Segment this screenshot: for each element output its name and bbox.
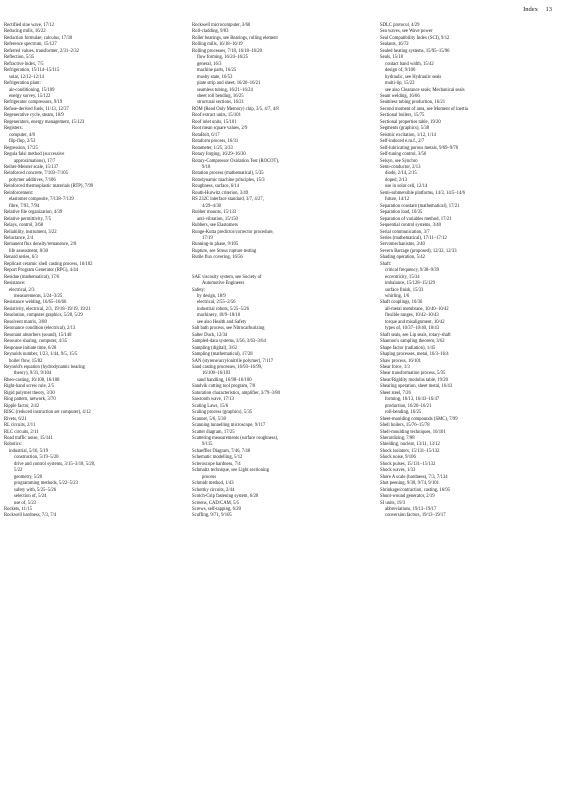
index-subentry: energy survey, 15/122 <box>9 93 51 99</box>
index-entry: Ring pattern, network, 3/70 <box>4 397 56 403</box>
index-entry: Schmaltz technique, see Light sectioning <box>192 468 269 474</box>
index-entry: RotaBolt, 6/17 <box>192 132 220 138</box>
index-entry: Relative file organization, 4/39 <box>4 210 63 216</box>
index-entry: Rotary-Compressor Oxidation Test (ROCOT), <box>192 158 280 164</box>
index-entry: Shock isolators, 15/131–15/132 <box>380 448 440 454</box>
index-entry: Regenerative cycle, steam, 10/9 <box>4 113 64 119</box>
index-subentry: forming, 16/13, 16/43–16/47 <box>385 397 440 403</box>
index-entry: Separation load, 10/35 <box>380 210 423 216</box>
index-entry: Self-induced e.m.f., 2/7 <box>380 139 425 145</box>
index-entry: Sawtooth wave, 17/13 <box>192 397 234 403</box>
index-subentry: polymer additives, 7/106 <box>9 177 56 183</box>
index-entry: Refrigeration plant: <box>4 81 41 87</box>
index-entry: Shielding, nuclear, 13/11, 13/12 <box>380 442 440 448</box>
index-subentry: surface finish, 15/33 <box>385 287 424 293</box>
index-entry: Reynolds number, 1/23, 1/44, 9/5, 15/5 <box>4 352 78 358</box>
index-entry: Resolution, computer graphics, 5/28, 5/29 <box>4 313 83 319</box>
index-entry: Reluctance, 2/4 <box>4 235 34 241</box>
index-entry: Series (mathematical), 17/11–17/12 <box>380 235 447 241</box>
index-subentry: selection of, 5/24 <box>14 494 47 500</box>
header-section: Index <box>523 6 538 13</box>
index-entry: Sampling (digital), 3/62 <box>192 345 237 351</box>
index-entry: Referred values, transformer, 2/31–2/32 <box>4 48 79 54</box>
index-entry: Schottky circuits, 2/44 <box>192 487 235 493</box>
index-entry: Rivets, 6/21 <box>4 416 27 422</box>
index-entry: Reducing mills, 16/22 <box>4 29 46 35</box>
index-entry: Seamless tubing production, 16/21 <box>380 100 446 106</box>
index-entry: Replicast ceramic shell casting process, 16/102 <box>4 261 93 267</box>
index-entry: Reflection, 5/35 <box>4 55 35 61</box>
index-entry: Sequential control systems, 3/40 <box>380 223 441 229</box>
index-subentry: air-conditioning, 15/109 <box>9 87 55 93</box>
index-entry: Shock noise, 9/106 <box>380 455 416 461</box>
index-entry: Second moment of area, see Moment of inertia <box>380 106 468 112</box>
index-subentry: industrial, 5/16, 5/19 <box>9 448 49 454</box>
index-entry: Saturation characteristics, amplifier, 3/79–3/80 <box>192 390 280 396</box>
index-subentry: design of, 9/106 <box>385 68 416 74</box>
index-subentry: use of, 5/23 <box>14 500 37 506</box>
index-subentry: measurements, 3/24–3/25 <box>14 294 63 300</box>
index-entry: Shunt-wound generator, 2/19 <box>380 494 435 500</box>
index-entry: Shaping processes, metal, 16/3–16/4 <box>380 352 449 358</box>
index-entry: Resistance welding, 16/65–16/66 <box>4 300 67 306</box>
index-entry: Sealed heating systems, 15/95–15/96 <box>380 48 450 54</box>
index-entry: SAN (styrene/acrylonitrile polymer), 7/117 <box>192 358 274 364</box>
index-subentry: critical frequency, 9/38–9/39 <box>385 268 439 274</box>
index-entry: Sea waves, see Wave power <box>380 29 433 35</box>
index-entry: Seam welding, 16/66 <box>380 93 420 99</box>
index-entry: Shore A scale (hardness), 7/3, 7/134 <box>380 474 448 480</box>
index-subentry: eccentricity, 15/34 <box>385 274 420 280</box>
index-subentry: anti-vibration, 15/150 <box>197 216 238 222</box>
index-subentry: see also Health and Safety <box>197 319 247 325</box>
index-entry: Sectional boilers, 15/75 <box>380 113 425 119</box>
index-entry: Refractive index, 7/5 <box>4 61 44 67</box>
index-entry: Shock pulses, 15/131–15/132 <box>380 461 436 467</box>
index-entry: Road traffic noise, 15/141 <box>4 436 53 441</box>
index-entry: Rotameter, 1/25, 3/33 <box>192 145 233 151</box>
index-entry: Resonant absorbers (sound), 15/148 <box>4 332 72 338</box>
index-subentry: 5/22 <box>14 468 23 474</box>
index-entry: Seal Compatibility Index (SCI), 9/12 <box>380 35 450 41</box>
index-entry: Shaw process, 16/101 <box>380 358 422 364</box>
index-subentry: machinery, 18/9–18/10 <box>197 313 241 319</box>
index-column-3 <box>380 23 555 520</box>
index-entry: Registers: <box>4 126 23 132</box>
index-entry: Shannon's sampling theorem, 3/62 <box>380 339 445 345</box>
index-subentry: safety with, 5/25–5/26 <box>14 487 57 493</box>
index-entry: Scatter diagram, 17/25 <box>192 429 235 435</box>
index-entry: Rotaform process, 16/31 <box>192 139 239 145</box>
index-entry: Rectified sine wave, 17/12 <box>4 23 54 28</box>
index-entry: Reference spectrum, 15/127 <box>4 42 57 48</box>
index-subentry: geometry, 5/20 <box>14 474 43 480</box>
page-number: 13 <box>545 6 552 13</box>
index-column-1 <box>4 23 179 520</box>
index-entry: Shaft couplings, 10/36 <box>380 300 423 306</box>
index-subentry: plate strip and sheet, 16/20–16/21 <box>197 81 261 87</box>
index-entry: Selsyn, see Synchro <box>380 158 418 164</box>
index-entry: Regula falsi method (successive <box>4 152 65 158</box>
index-column-2 <box>192 23 367 520</box>
index-entry: Renard series, 6/3 <box>4 255 38 261</box>
index-entry: Roof inlet units, 15/101 <box>192 119 237 125</box>
index-subentry: elastomer composite, 7/138–7/139 <box>9 197 74 203</box>
index-entry: Sherardizing, 7/88 <box>380 436 415 441</box>
index-entry: Sheet steel, 7/26 <box>380 390 411 396</box>
index-entry: Reiher-Meister scale, 15/137 <box>4 164 59 170</box>
index-subentry: use in solar cell, 12/14 <box>385 184 428 190</box>
index-entry: Reduction formulae, calculus, 17/30 <box>4 35 73 41</box>
index-subentry: machine parts, 16/25 <box>197 68 237 74</box>
index-subentry: sheet roll bending, 16/25 <box>197 93 244 99</box>
index-entry: Rubbers, see Elastomers <box>192 223 238 229</box>
index-entry: Sectional properties table, 19/20 <box>380 119 441 125</box>
index-entry: Shear transformation process, 5/35 <box>380 371 446 377</box>
index-entry: Shrinkage/contraction, casting, 16/95 <box>380 487 451 493</box>
index-subentry: flow forming, 16/24–16/25 <box>197 55 248 61</box>
index-entry: Severn Barrage (proposed), 12/32, 12/33 <box>380 248 457 254</box>
index-entry: Roller bearings, see Bearings, rolling element <box>192 35 278 41</box>
index-entry: Schmidt method, 1/43 <box>192 481 234 487</box>
index-entry: Sampled-data systems, 3/56, 3/63–3/64 <box>192 339 266 345</box>
index-entry: Shaft seals, see Lip seals, rotary-shaft <box>380 332 451 338</box>
index-entry: Runge-Kutta predictor/corrector procedure, <box>192 229 274 235</box>
index-entry: Roughness, surface, 6/14 <box>192 184 240 190</box>
index-entry: Shaft: <box>380 261 392 267</box>
index-entry: Shearing operation, sheet metal, 16/43 <box>380 384 453 390</box>
index-subentry: 16/100–16/103 <box>202 371 231 377</box>
index-subentry: programming methods, 5/22–5/23 <box>14 481 78 487</box>
index-subentry: seamless tubing, 16/21–16/24 <box>197 87 253 93</box>
index-entry: SI units, 19/3 <box>380 500 406 506</box>
index-entry: RS 232C interface standard, 3/7, 4/27, <box>192 197 264 203</box>
index-entry: Routh-Hurwitz criterion, 3/49 <box>192 190 249 196</box>
index-entry: Ripple factor, 2/42 <box>4 403 40 409</box>
index-entry: Reinforced concrete, 7/103–7/105 <box>4 171 68 177</box>
index-entry: Salter Duck, 12/34 <box>192 332 228 338</box>
index-subentry: computer, 4/8 <box>9 132 35 138</box>
index-entry: Sand casting processes, 16/93–16/99, <box>192 364 263 370</box>
index-subentry: 9/18 <box>202 164 211 170</box>
index-entry: Residue (mathematical), 17/6 <box>4 274 60 280</box>
index-entry: Scaling process (graphics), 5/35 <box>192 410 253 416</box>
index-entry: Regression, 17/25 <box>4 145 38 151</box>
index-subentry: multi-lip, 15/23 <box>385 81 415 87</box>
index-entry: Rigid polymer theory, 3/30 <box>4 390 55 396</box>
index-entry: Shear force, 1/3 <box>380 365 410 371</box>
index-subentry: conversion factors, 19/13–19/17 <box>385 513 446 519</box>
index-subentry: imbalance, 15/128–15/129 <box>385 281 435 287</box>
running-header <box>517 6 552 13</box>
index-entry: Report Program Generator (RPG), 4/44 <box>4 268 79 274</box>
index-entry: Shell-moulding techniques, 16/101 <box>380 429 446 435</box>
index-entry: Relays, control, 3/68 <box>4 223 44 229</box>
index-entry: Semi-conductor, 2/13 <box>380 164 421 170</box>
index-entry: Resistance: <box>4 281 26 287</box>
index-entry: Rolling mills, 16/18–16/19 <box>192 42 243 48</box>
index-entry: Separation of variables method, 17/21 <box>380 216 452 222</box>
index-entry: Reinforced thermoplastic materials (RTP), 7/99 <box>4 184 94 190</box>
index-subentry: industrial robots, 5/25–5/26 <box>197 306 249 312</box>
index-entry: Sealants, 16/72 <box>380 42 409 48</box>
index-entry: Sheet-moulding compounds (SMC), 7/99 <box>380 416 458 422</box>
index-subentry: torque and misalignment, 10/42 <box>385 319 445 325</box>
index-entry: Rockwell microcomputer, 3/60 <box>192 23 251 28</box>
index-entry: Sandvik cutting tool program, 7/8 <box>192 384 256 390</box>
index-entry: Scanner, 5/6, 5/30 <box>192 416 226 422</box>
index-entry: Remanent flux density/remanence, 2/8 <box>4 242 77 248</box>
index-subentry: electrical, 2/55–2/56 <box>197 300 236 306</box>
index-entry: Scattering measurements (surface roughness), <box>192 435 279 441</box>
index-entry: Reliability, instrument, 3/22 <box>4 229 57 235</box>
index-entry: Serial communication, 3/7 <box>380 229 430 235</box>
index-subentry: contact band width, 15/42 <box>385 61 434 67</box>
index-subentry: roll-bending, 16/25 <box>385 410 422 416</box>
index-entry: Refuse-derived fuels, 11/13, 12/37 <box>4 106 69 112</box>
index-subentry: future, 14/12 <box>385 197 410 203</box>
index-entry: Reinforcement: <box>4 190 34 196</box>
index-entry: Seismic excitation, 1/12, 1/14 <box>380 132 436 138</box>
index-entry: Rupture, see Stress rupture testing <box>192 248 257 254</box>
index-subentry: 4/29–4/30 <box>202 203 222 209</box>
index-entry: Rubber mounts, 15/133 <box>192 210 237 216</box>
index-entry: Roof extract units, 15/101 <box>192 113 241 119</box>
index-subentry: 17/19 <box>202 235 213 241</box>
index-entry: Roll-cladding, 9/83 <box>192 29 229 35</box>
index-entry: Resistivity, electrical, 2/3, 19/18–19/19, 19/21 <box>4 306 91 312</box>
index-subentry: flip-flop, 2/53 <box>9 139 36 145</box>
index-entry: Right-hand screw rule, 2/5 <box>4 384 54 390</box>
index-entry: Shape factor (radiation), 1/45 <box>380 345 436 351</box>
index-entry: Scleroscope hardness, 7/4 <box>192 461 241 467</box>
index-entry: Rockwell hardness, 7/3, 7/4 <box>4 513 57 519</box>
index-entry: Rutile flux covering, 16/56 <box>192 255 243 261</box>
index-entry: Rheo-casting, 16/108, 16/108 <box>4 377 60 383</box>
index-entry: Robotics: <box>4 442 22 448</box>
index-entry: Reynold's equation (hydrodynamic bearing <box>4 365 85 371</box>
index-entry: Relative permittivity, 7/5 <box>4 216 51 222</box>
index-subentry: diode, 2/14, 2/15 <box>385 171 417 177</box>
index-entry: RL circuits, 2/11 <box>4 423 36 429</box>
index-subentry: general, 16/3 <box>197 61 222 67</box>
index-entry: SDLC protocol, 4/29 <box>380 23 420 28</box>
index-entry: Shear/Rigidity modulus table, 19/20 <box>380 377 448 383</box>
index-subentry: drive and control systems, 3/15–3/18, 5/20, <box>14 461 96 467</box>
index-entry: Scaling Laws, 15/6 <box>192 403 229 409</box>
index-entry: Semi-submersible platforms, 14/3, 14/5–14/6 <box>380 190 466 196</box>
index-entry: Shading operation, 5/42 <box>380 255 425 261</box>
index-entry: Shell boilers, 15/76–15/78 <box>380 423 430 429</box>
index-subentry: solar, 12/12–12/14 <box>9 74 44 80</box>
index-subentry: flexible ranges, 10/42–10/43 <box>385 313 439 319</box>
index-subentry: boiler flow, 15/82 <box>9 358 43 364</box>
index-entry: Scuffing, 9/71, 9/105 <box>192 513 232 519</box>
index-subentry: sand handling, 16/98–16/100 <box>197 377 252 383</box>
index-entry: Schaeffler Diagram, 7/46, 7/48 <box>192 448 251 454</box>
index-entry: Root mean square values, 2/9 <box>192 126 248 132</box>
index-entry: Self-lubricating porous metals, 9/69–9/70 <box>380 145 459 151</box>
index-entry: Segments (graphics), 5/38 <box>380 126 430 132</box>
index-entry: Safety: <box>192 287 206 293</box>
index-subentry: construction, 5/19–5/20 <box>14 455 59 461</box>
index-entry: Salt bath process, see Nitrocarburizing <box>192 326 265 332</box>
index-subentry: Automotive Engineers <box>202 281 245 287</box>
index-entry: Regenerators, energy management, 15/123 <box>4 119 85 125</box>
index-entry: SAE viscosity system, see Society of <box>192 274 262 280</box>
index-entry: Resolvent matrix, 3/80 <box>4 319 47 325</box>
index-entry: ROM (Read Only Memory) chip, 3/5, 4/7, 4/8 <box>192 106 279 112</box>
index-entry: Running-in phase, 9/105 <box>192 242 239 248</box>
index-subentry: structural sections, 16/21 <box>197 100 244 106</box>
index-entry: Screens, CAD/CAM, 5/5 <box>192 500 240 506</box>
index-entry: Schematic modelling, 5/12 <box>192 455 243 461</box>
index-subentry: 9/115 <box>202 442 213 448</box>
index-entry: Rotary forging, 16/29–16/30 <box>192 152 246 158</box>
index-entry: Rotation process (mathematical), 5/35 <box>192 171 264 177</box>
index-entry: Servomechanisms, 3/40 <box>380 242 425 248</box>
index-entry: Shot peening, 9/38, 9/74, 9/101 <box>380 481 439 487</box>
index-entry: Rolling processes, 7/18, 16/18–16/20 <box>192 48 262 54</box>
index-entry: RISC (reduced instruction set computer), 4/12 <box>4 410 91 416</box>
index-entry: Screws, self-tapping, 6/20 <box>192 506 241 512</box>
index-entry: Refrigeration, 15/114–15/115 <box>4 68 60 74</box>
index-subentry: approximations), 17/7 <box>14 158 56 164</box>
index-subentry: fibre, 7/93, 7/94 <box>9 203 40 209</box>
index-subentry: types of, 10/37–10/40, 10/43 <box>385 326 440 332</box>
index-entry: Shock waves, 1/33 <box>380 468 416 474</box>
index-entry: Seals, 15/18 <box>380 55 403 61</box>
index-subentry: mushy state, 16/53 <box>197 74 233 80</box>
index-subentry: see also Clearance seals; Mechanical seals <box>385 87 465 93</box>
index-subentry: production, 16/20–16/21 <box>385 403 432 409</box>
index-subentry: theory), 9/31, 9/104 <box>14 371 52 377</box>
index-entry: Resource sharing, computer, 4/35 <box>4 339 67 345</box>
index-entry: Rotodynamic machine principles, 15/3 <box>192 177 265 183</box>
index-subentry: all-metal membrane, 10/40–10/42 <box>385 306 449 312</box>
index-entry: Response initiate time, 6/28 <box>4 345 57 351</box>
index-subentry: life assessment, 8/30 <box>9 248 48 254</box>
index-entry: Self-tuning control, 3/56 <box>380 152 427 158</box>
index-subentry: process <box>202 474 217 480</box>
index-subentry: whirling, 1/6 <box>385 294 410 300</box>
index-entry: Sampling (mathematical), 17/28 <box>192 352 253 358</box>
index-subentry: abbreviations, 19/13–19/17 <box>385 506 437 512</box>
index-entry: Refrigerator compressors, 9/19 <box>4 100 63 106</box>
index-entry: Scanning tunnelling microscope, 9/117 <box>192 423 266 429</box>
index-entry: RLC circuits, 2/11 <box>4 429 39 435</box>
index-subentry: electrical, 2/3 <box>9 287 35 293</box>
index-subentry: hydraulic, see Hydraulic seals <box>385 74 442 80</box>
index-subentry: by design, 18/9 <box>197 294 226 299</box>
index-subentry: doped, 2/13 <box>385 177 408 183</box>
index-entry: Resonance condition (electrical), 2/13 <box>4 326 76 332</box>
index-entry: Separation constant (mathematical), 17/21 <box>380 203 460 209</box>
index-entry: Rockets, 11/15 <box>4 506 32 512</box>
index-entry: Scotch-Grip fastening system, 6/20 <box>192 494 259 500</box>
